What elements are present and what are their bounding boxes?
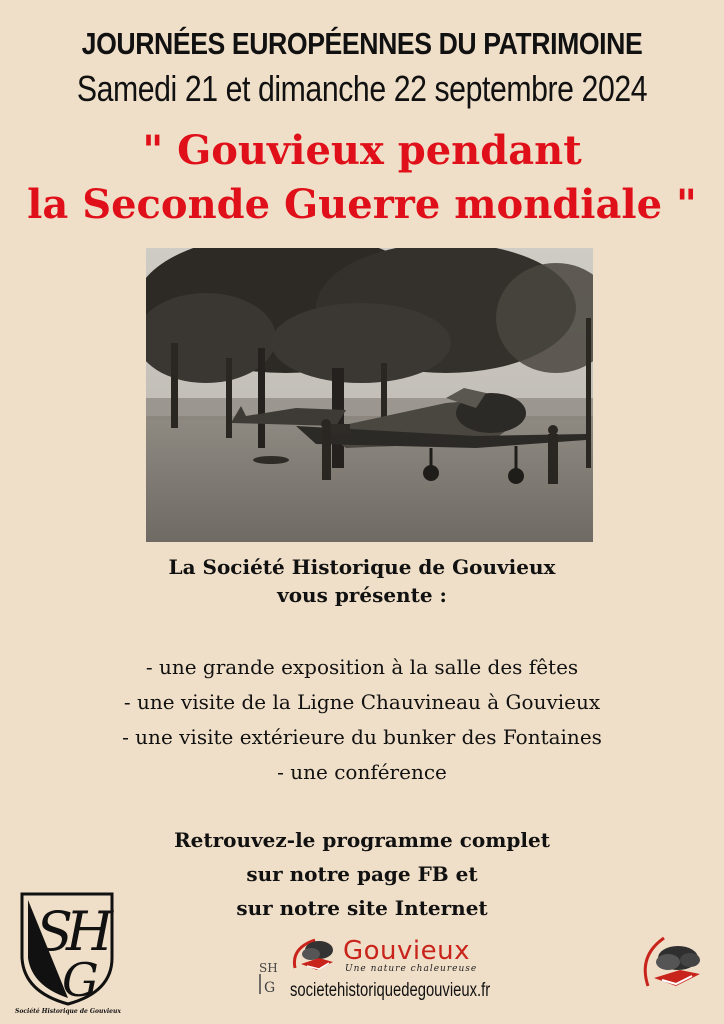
outro-line-2: sur notre page FB et <box>246 862 478 886</box>
historic-aircraft-photo <box>146 248 593 542</box>
event-name: JOURNÉES EUROPÉENNES DU PATRIMOINE <box>81 26 643 61</box>
presenter-text <box>0 553 724 609</box>
gouvieux-town-logo <box>289 932 519 976</box>
list-item: - une grande exposition à la salle des fêtes <box>145 655 579 679</box>
list-item: - une visite extérieure du bunker des Fontaines <box>122 725 602 749</box>
shg-monogram-logo <box>12 888 124 1018</box>
gouvieux-name: Gouvieux <box>343 936 471 966</box>
gouvieux-tagline: Une nature chaleureuse <box>345 964 478 974</box>
svg-text:H: H <box>66 900 114 963</box>
svg-text:G: G <box>264 980 276 996</box>
presenter-line-2: vous présente : <box>277 583 447 607</box>
poster-title <box>0 124 724 232</box>
program-list <box>0 650 724 790</box>
event-dates: Samedi 21 et dimanche 22 septembre 2024 <box>76 68 648 109</box>
outro-line-3: sur notre site Internet <box>236 896 488 920</box>
svg-text:G: G <box>62 953 99 1007</box>
small-shg-icon <box>258 958 282 998</box>
svg-text:S: S <box>36 900 73 963</box>
outro-line-1: Retrouvez-le programme complet <box>174 828 550 852</box>
title-line-1: " Gouvieux pendant <box>142 127 582 174</box>
presenter-line-1: La Société Historique de Gouvieux <box>168 555 556 579</box>
website-url: societehistoriquedegouvieux.fr <box>290 980 491 1001</box>
title-line-2: la Seconde Guerre mondiale " <box>27 181 697 228</box>
list-item: - une visite de la Ligne Chauvineau à Gouvieux <box>123 690 601 714</box>
svg-text:SH: SH <box>259 961 278 975</box>
shg-caption: Société Historique de Gouvieux <box>15 1008 121 1015</box>
event-header <box>0 22 724 112</box>
list-item: - une conférence <box>277 760 447 784</box>
tree-emblem-icon <box>636 930 712 994</box>
